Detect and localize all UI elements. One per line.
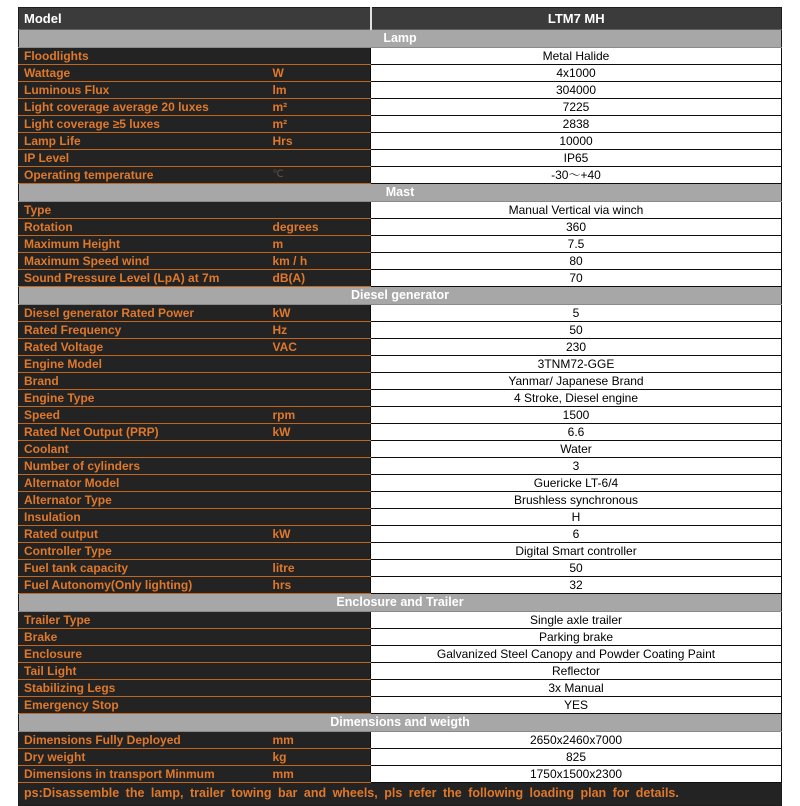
- spec-label: Brake: [19, 629, 271, 646]
- spec-label: Trailer Type: [19, 612, 271, 629]
- spec-value: 2838: [371, 116, 782, 133]
- spec-value: 1750x1500x2300: [371, 766, 782, 783]
- spec-unit: mm: [271, 766, 371, 783]
- spec-label: Number of cylinders: [19, 458, 271, 475]
- spec-row: [19, 305, 782, 322]
- spec-value: Reflector: [371, 663, 782, 680]
- spec-value: 70: [371, 270, 782, 287]
- spec-row: [19, 48, 782, 65]
- spec-label: Rated Voltage: [19, 339, 271, 356]
- spec-label: Diesel generator Rated Power: [19, 305, 271, 322]
- spec-row: [19, 356, 782, 373]
- spec-value: 4 Stroke, Diesel engine: [371, 390, 782, 407]
- spec-value: 50: [371, 322, 782, 339]
- spec-row: [19, 236, 782, 253]
- spec-label: Alternator Type: [19, 492, 271, 509]
- spec-unit: [271, 680, 371, 697]
- spec-row: [19, 492, 782, 509]
- spec-label: Sound Pressure Level (LpA) at 7m: [19, 270, 271, 287]
- spec-label: Lamp Life: [19, 133, 271, 150]
- spec-label: Floodlights: [19, 48, 271, 65]
- spec-row: [19, 407, 782, 424]
- spec-label: Emergency Stop: [19, 697, 271, 714]
- spec-label: Dimensions in transport Minmum: [19, 766, 271, 783]
- spec-value: 5: [371, 305, 782, 322]
- spec-label: Maximum Speed wind: [19, 253, 271, 270]
- spec-row: [19, 322, 782, 339]
- spec-row: [19, 680, 782, 697]
- section-header-row: [19, 714, 782, 732]
- footnote-text: ps:Disassemble the lamp, trailer towing bar and wheels, pls refer the following loading plan for details.: [19, 783, 782, 806]
- spec-label: Stabilizing Legs: [19, 680, 271, 697]
- spec-row: [19, 646, 782, 663]
- spec-row: [19, 749, 782, 766]
- spec-label: Rated output: [19, 526, 271, 543]
- spec-row: [19, 150, 782, 167]
- spec-unit: [271, 458, 371, 475]
- spec-value: Single axle trailer: [371, 612, 782, 629]
- spec-unit: [271, 612, 371, 629]
- spec-unit: [271, 697, 371, 714]
- spec-label: Tail Light: [19, 663, 271, 680]
- spec-value: 50: [371, 560, 782, 577]
- section-title: Diesel generator: [19, 287, 782, 305]
- spec-value: Water: [371, 441, 782, 458]
- spec-value: -30～+40: [371, 167, 782, 184]
- spec-value: 304000: [371, 82, 782, 99]
- spec-value: Galvanized Steel Canopy and Powder Coating Paint: [371, 646, 782, 663]
- spec-value: Metal Halide: [371, 48, 782, 65]
- spec-unit: rpm: [271, 407, 371, 424]
- spec-label: Wattage: [19, 65, 271, 82]
- spec-value: 3TNM72-GGE: [371, 356, 782, 373]
- spec-label: Light coverage ≥5 luxes: [19, 116, 271, 133]
- spec-unit: [271, 663, 371, 680]
- spec-row: [19, 766, 782, 783]
- spec-label: Rated Net Output (PRP): [19, 424, 271, 441]
- spec-unit: [271, 48, 371, 65]
- spec-row: [19, 202, 782, 219]
- spec-value: Brushless synchronous: [371, 492, 782, 509]
- spec-row: [19, 697, 782, 714]
- spec-label: Alternator Model: [19, 475, 271, 492]
- spec-label: Operating temperature: [19, 167, 271, 184]
- spec-label: Fuel tank capacity: [19, 560, 271, 577]
- section-title: Dimensions and weigth: [19, 714, 782, 732]
- spec-value: 6: [371, 526, 782, 543]
- spec-row: [19, 116, 782, 133]
- spec-unit: [271, 629, 371, 646]
- spec-unit: [271, 390, 371, 407]
- spec-table: [18, 7, 782, 806]
- spec-value: 6.6: [371, 424, 782, 441]
- spec-unit: degrees: [271, 219, 371, 236]
- spec-value: 10000: [371, 133, 782, 150]
- spec-value: 7225: [371, 99, 782, 116]
- spec-label: Enclosure: [19, 646, 271, 663]
- spec-row: [19, 612, 782, 629]
- spec-value: Yanmar/ Japanese Brand: [371, 373, 782, 390]
- spec-unit: kW: [271, 526, 371, 543]
- spec-row: [19, 65, 782, 82]
- spec-row: [19, 475, 782, 492]
- spec-value: Digital Smart controller: [371, 543, 782, 560]
- spec-value: 3: [371, 458, 782, 475]
- model-header-label: Model: [19, 8, 371, 30]
- spec-row: [19, 373, 782, 390]
- spec-unit: [271, 441, 371, 458]
- spec-value: Guericke LT-6/4: [371, 475, 782, 492]
- spec-label: Brand: [19, 373, 271, 390]
- spec-value: 1500: [371, 407, 782, 424]
- spec-row: [19, 543, 782, 560]
- spec-row: [19, 424, 782, 441]
- spec-unit: litre: [271, 560, 371, 577]
- spec-value: H: [371, 509, 782, 526]
- spec-value: IP65: [371, 150, 782, 167]
- spec-row: [19, 441, 782, 458]
- spec-row: [19, 732, 782, 749]
- spec-unit: kg: [271, 749, 371, 766]
- spec-row: [19, 219, 782, 236]
- spec-unit: m²: [271, 116, 371, 133]
- spec-value: 7.5: [371, 236, 782, 253]
- spec-value: 230: [371, 339, 782, 356]
- spec-label: IP Level: [19, 150, 271, 167]
- spec-row: [19, 526, 782, 543]
- spec-unit: [271, 356, 371, 373]
- spec-label: Rated Frequency: [19, 322, 271, 339]
- spec-row: [19, 253, 782, 270]
- spec-row: [19, 629, 782, 646]
- spec-label: Fuel Autonomy(Only lighting): [19, 577, 271, 594]
- section-header-row: [19, 594, 782, 612]
- spec-value: 825: [371, 749, 782, 766]
- spec-row: [19, 390, 782, 407]
- spec-unit: Hz: [271, 322, 371, 339]
- spec-value: 32: [371, 577, 782, 594]
- section-header-row: [19, 287, 782, 305]
- footnote-row: [19, 783, 782, 806]
- spec-unit: m: [271, 236, 371, 253]
- spec-unit: [271, 492, 371, 509]
- spec-value: Manual Vertical via winch: [371, 202, 782, 219]
- spec-table-body: [19, 8, 782, 783]
- spec-unit: VAC: [271, 339, 371, 356]
- spec-unit: [271, 150, 371, 167]
- spec-unit: lm: [271, 82, 371, 99]
- spec-row: [19, 133, 782, 150]
- spec-label: Engine Model: [19, 356, 271, 373]
- spec-unit: W: [271, 65, 371, 82]
- spec-value: YES: [371, 697, 782, 714]
- spec-label: Engine Type: [19, 390, 271, 407]
- spec-label: Luminous Flux: [19, 82, 271, 99]
- spec-unit: mm: [271, 732, 371, 749]
- section-header-row: [19, 30, 782, 48]
- spec-row: [19, 663, 782, 680]
- spec-label: Type: [19, 202, 271, 219]
- spec-unit: hrs: [271, 577, 371, 594]
- spec-row: [19, 99, 782, 116]
- spec-row: [19, 509, 782, 526]
- spec-unit: ℃: [271, 167, 371, 184]
- spec-value: 4x1000: [371, 65, 782, 82]
- spec-label: Coolant: [19, 441, 271, 458]
- spec-value: 3x Manual: [371, 680, 782, 697]
- model-header-row: [19, 8, 782, 30]
- spec-value: Parking brake: [371, 629, 782, 646]
- section-title: Lamp: [19, 30, 782, 48]
- spec-unit: [271, 373, 371, 390]
- spec-unit: Hrs: [271, 133, 371, 150]
- spec-label: Speed: [19, 407, 271, 424]
- spec-row: [19, 270, 782, 287]
- spec-unit: dB(A): [271, 270, 371, 287]
- spec-unit: km / h: [271, 253, 371, 270]
- spec-label: Maximum Height: [19, 236, 271, 253]
- spec-row: [19, 560, 782, 577]
- spec-unit: [271, 202, 371, 219]
- spec-row: [19, 82, 782, 99]
- spec-unit: [271, 509, 371, 526]
- section-title: Mast: [19, 184, 782, 202]
- spec-row: [19, 458, 782, 475]
- spec-label: Dry weight: [19, 749, 271, 766]
- spec-label: Insulation: [19, 509, 271, 526]
- model-header-value: LTM7 MH: [371, 8, 782, 30]
- spec-unit: kW: [271, 424, 371, 441]
- spec-unit: [271, 543, 371, 560]
- spec-value: 80: [371, 253, 782, 270]
- spec-row: [19, 577, 782, 594]
- section-header-row: [19, 184, 782, 202]
- spec-label: Dimensions Fully Deployed: [19, 732, 271, 749]
- spec-unit: [271, 646, 371, 663]
- spec-row: [19, 339, 782, 356]
- spec-value: 360: [371, 219, 782, 236]
- spec-label: Light coverage average 20 luxes: [19, 99, 271, 116]
- spec-unit: [271, 475, 371, 492]
- spec-row: [19, 167, 782, 184]
- spec-label: Controller Type: [19, 543, 271, 560]
- spec-label: Rotation: [19, 219, 271, 236]
- spec-unit: kW: [271, 305, 371, 322]
- section-title: Enclosure and Trailer: [19, 594, 782, 612]
- spec-value: 2650x2460x7000: [371, 732, 782, 749]
- spec-unit: m²: [271, 99, 371, 116]
